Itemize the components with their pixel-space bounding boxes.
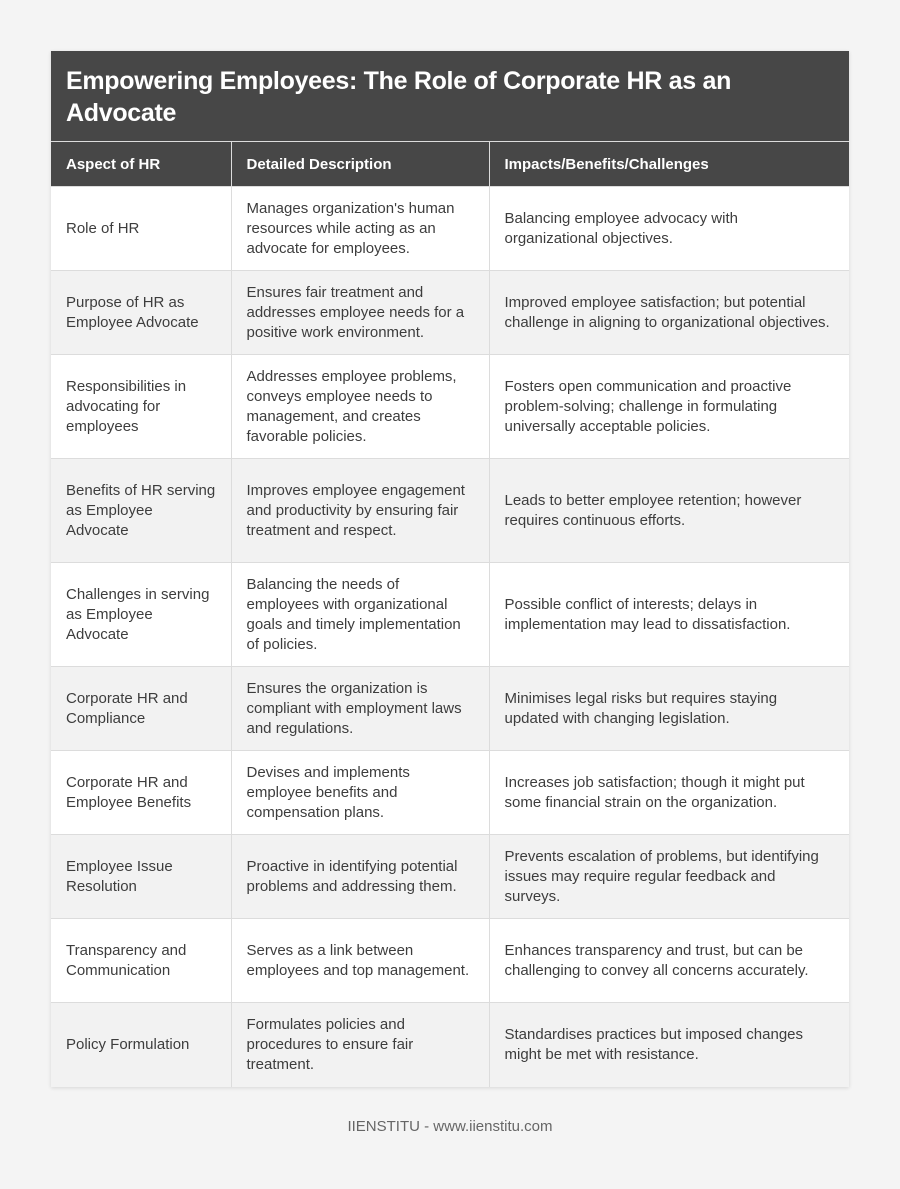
cell-description: Ensures the organization is compliant with employment laws and regulations. — [231, 667, 489, 751]
cell-description: Balancing the needs of employees with organizational goals and timely implementation of policies. — [231, 563, 489, 667]
cell-aspect: Challenges in serving as Employee Advocate — [51, 563, 231, 667]
cell-aspect: Benefits of HR serving as Employee Advocate — [51, 459, 231, 563]
hr-aspects-table — [51, 142, 849, 1087]
table-row — [51, 835, 849, 919]
footer-credit: IIENSTITU - www.iienstitu.com — [347, 1118, 553, 1135]
table-row — [51, 919, 849, 1003]
cell-description: Manages organization's human resources while acting as an advocate for employees. — [231, 187, 489, 271]
cell-impact: Minimises legal risks but requires staying updated with changing legislation. — [489, 667, 849, 751]
hr-advocate-table-card — [51, 51, 849, 1087]
cell-description: Formulates policies and procedures to ensure fair treatment. — [231, 1003, 489, 1087]
cell-aspect: Corporate HR and Compliance — [51, 667, 231, 751]
table-row — [51, 751, 849, 835]
column-header-aspect: Aspect of HR — [51, 142, 231, 187]
table-row — [51, 271, 849, 355]
cell-aspect: Employee Issue Resolution — [51, 835, 231, 919]
column-header-description: Detailed Description — [231, 142, 489, 187]
cell-impact: Balancing employee advocacy with organizational objectives. — [489, 187, 849, 271]
table-row — [51, 459, 849, 563]
cell-impact: Standardises practices but imposed changes might be met with resistance. — [489, 1003, 849, 1087]
cell-description: Proactive in identifying potential problems and addressing them. — [231, 835, 489, 919]
table-row — [51, 563, 849, 667]
cell-aspect: Corporate HR and Employee Benefits — [51, 751, 231, 835]
cell-aspect: Transparency and Communication — [51, 919, 231, 1003]
table-row — [51, 667, 849, 751]
header-row — [51, 142, 849, 187]
cell-impact: Increases job satisfaction; though it might put some financial strain on the organization. — [489, 751, 849, 835]
table-row — [51, 187, 849, 271]
cell-impact: Leads to better employee retention; however requires continuous efforts. — [489, 459, 849, 563]
column-header-impacts: Impacts/Benefits/Challenges — [489, 142, 849, 187]
cell-description: Addresses employee problems, conveys employee needs to management, and creates favorable policies. — [231, 355, 489, 459]
cell-description: Ensures fair treatment and addresses employee needs for a positive work environment. — [231, 271, 489, 355]
cell-description: Improves employee engagement and productivity by ensuring fair treatment and respect. — [231, 459, 489, 563]
cell-aspect: Role of HR — [51, 187, 231, 271]
cell-impact: Improved employee satisfaction; but potential challenge in aligning to organizational objectives. — [489, 271, 849, 355]
cell-impact: Enhances transparency and trust, but can be challenging to convey all concerns accurately. — [489, 919, 849, 1003]
cell-aspect: Responsibilities in advocating for employees — [51, 355, 231, 459]
table-row — [51, 355, 849, 459]
cell-description: Devises and implements employee benefits and compensation plans. — [231, 751, 489, 835]
cell-description: Serves as a link between employees and top management. — [231, 919, 489, 1003]
cell-impact: Fosters open communication and proactive problem-solving; challenge in formulating universally acceptable policies. — [489, 355, 849, 459]
cell-aspect: Purpose of HR as Employee Advocate — [51, 271, 231, 355]
table-title: Empowering Employees: The Role of Corporate HR as an Advocate — [51, 51, 849, 142]
cell-impact: Possible conflict of interests; delays in implementation may lead to dissatisfaction. — [489, 563, 849, 667]
cell-impact: Prevents escalation of problems, but identifying issues may require regular feedback and surveys. — [489, 835, 849, 919]
cell-aspect: Policy Formulation — [51, 1003, 231, 1087]
table-row — [51, 1003, 849, 1087]
